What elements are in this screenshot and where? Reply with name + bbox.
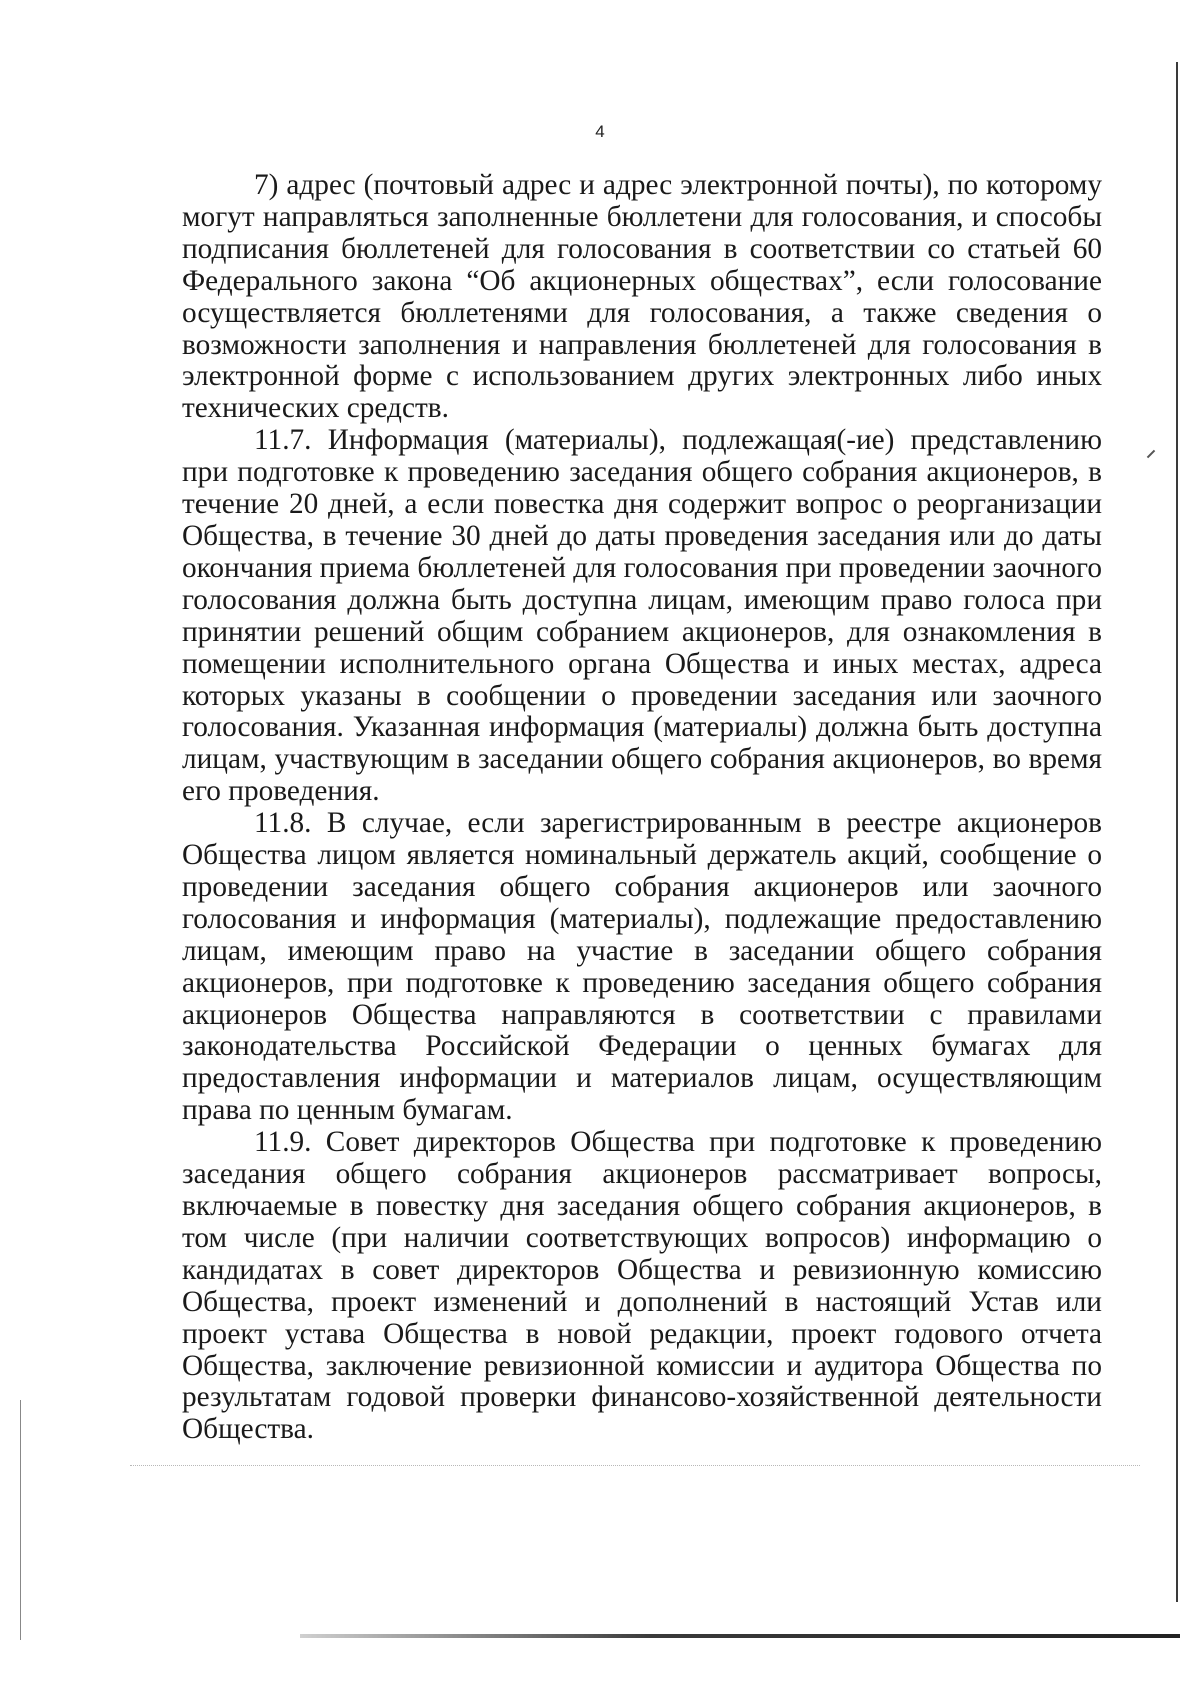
paragraph-clause-11-7: 11.7. Информация (материалы), подлежащая(-ие) представлению при подготовке к проведению заседания общего собрания акционеров, в течение 20 дней, а если повестка дня содержит вопрос о реорганизации Общества, в течение 30 дней до даты проведения заседания или до даты окончания приема бюллетеней для голосования при проведении заочного голосования должна быть доступна лицам, имеющим право голоса при принятии решений общим собранием акционеров, для ознакомления в помещении исполнительного органа Общества и иных местах, адреса которых указаны в сообщении о проведении заседания или заочного голосования. Указанная информация (материалы) должна быть доступна лицам, участвующим в заседании общего собрания акционеров, во время его проведения. [182,424,1102,808]
scan-edge-line-right [1176,62,1178,1602]
page-number: 4 [595,122,605,141]
paragraph-clause-11-8: 11.8. В случае, если зарегистрированным в реестре акционеров Общества лицом является номинальный держатель акций, сообщение о проведении заседания общего собрания акционеров или заочного голосования и информация (материалы), подлежащие предоставлению лицам, имеющим право на участие в заседании общего собрания акционеров, при подготовке к проведению заседания общего собрания акционеров Общества направляются в соответствии с правилами законодательства Российской Федерации о ценных бумагах для предоставления информации и материалов лицам, осуществляющим права по ценным бумагам. [182,807,1102,1127]
scan-bottom-bar [300,1634,1180,1638]
paragraph-item-7: 7) адрес (почтовый адрес и адрес электронной почты), по которому могут направляться заполненные бюллетени для голосования, и способы подписания бюллетеней для голосования в соответствии со статьей 60 Федерального закона “Об акционерных обществах”, если голосование осуществляется бюллетенями для голосования, а также сведения о возможности заполнения и направления бюллетеней для голосования в электронной форме с использованием других электронных либо иных технических средств. [182,169,1102,425]
paragraph-clause-11-9: 11.9. Совет директоров Общества при подготовке к проведению заседания общего собрания акционеров рассматривает вопросы, включаемые в повестку дня заседания общего собрания акционеров, в том числе (при наличии соответствующих вопросов) информацию о кандидатах в совет директоров Общества и ревизионную комиссию Общества, проект изменений и дополнений в настоящий Устав или проект устава Общества в новой редакции, проект годового отчета Общества, заключение ревизионной комиссии и аудитора Общества по результатам годовой проверки финансово-хозяйственной деятельности Общества. [182,1126,1102,1446]
scan-edge-line-left [20,1400,21,1640]
scan-dotted-line [130,1465,1140,1466]
scan-pen-mark [1147,450,1155,458]
document-body [182,170,1102,1446]
